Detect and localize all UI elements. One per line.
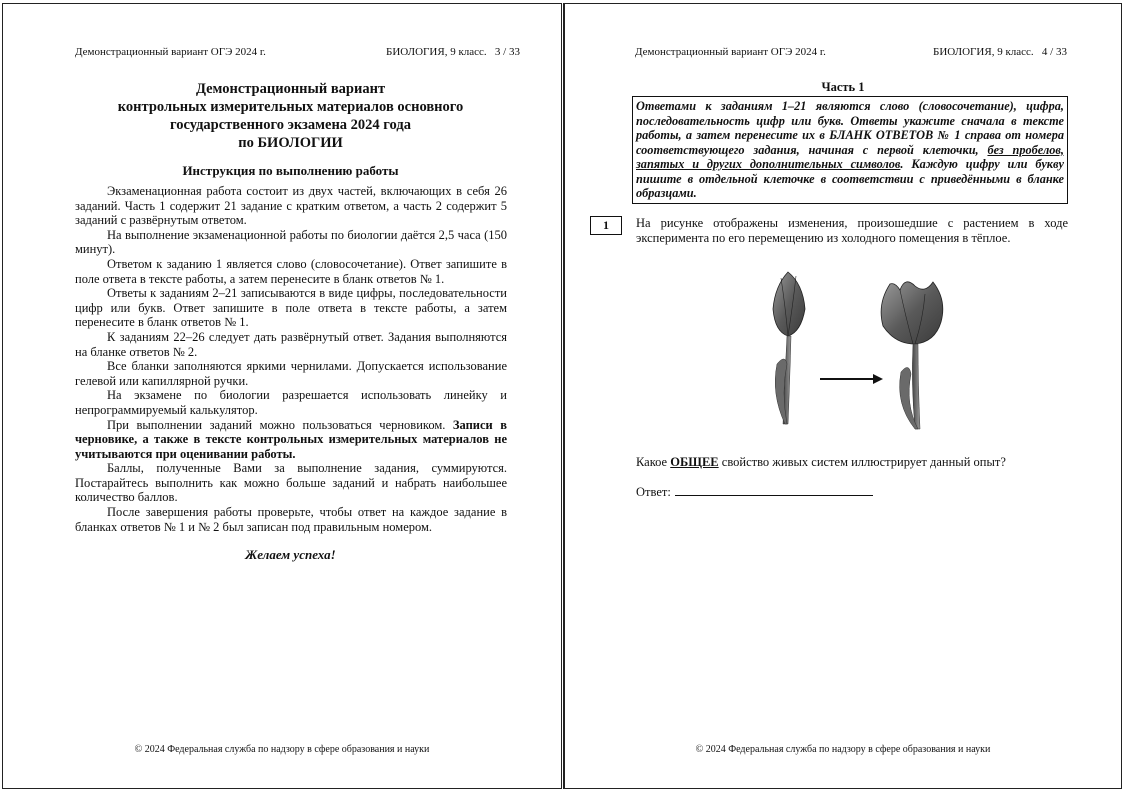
wish-text: Желаем успеха! (245, 547, 336, 562)
title-line: государственного экзамена 2024 года (170, 117, 411, 133)
paragraph: Баллы, полученные Вами за выполнение задания, суммируются. Постарайтесь выполнить как можно больше заданий и набрать наибольшее количество баллов. (75, 461, 507, 505)
closed-tulip (773, 272, 805, 424)
left-page (2, 3, 562, 789)
box-text: Ответами к заданиям 1–21 являются слово (словосочетание), цифра, последовательность цифр или букв. Ответы укажите сначала в тексте работы, а затем перенесите их в БЛАНК ОТВЕТОВ № 1 справа от номера соответствующего задания, начиная с первой клеточки, (636, 99, 1064, 157)
instruction-heading: Инструкция по выполнению работы (182, 163, 399, 178)
header-right: БИОЛОГИЯ, 9 класс. 3 / 33 (386, 46, 520, 58)
document-title (63, 80, 518, 152)
instruction-body (75, 184, 507, 534)
paragraph: Ответы к заданиям 2–21 записываются в виде цифры, последовательности цифр или букв. Ответ запишите в поле ответа в тексте работы, а затем перенесите в бланк ответов № 1. (75, 286, 507, 330)
draft-text: При выполнении заданий можно пользоваться черновиком. (107, 417, 453, 432)
header-right: БИОЛОГИЯ, 9 класс. 4 / 33 (933, 46, 1067, 58)
question-prompt (636, 455, 1006, 470)
arrow-icon (820, 374, 883, 384)
answer-field (636, 485, 873, 500)
tulip-illustration (755, 264, 955, 434)
header-left: Демонстрационный вариант ОГЭ 2024 г. (635, 46, 826, 58)
answer-label: Ответ: (636, 485, 671, 499)
title-line: контрольных измерительных материалов основного (117, 99, 464, 115)
tulip-figure (755, 264, 955, 434)
draft-bold: Записи в черновике, а также в тексте контрольных измерительных материалов не учитываются при оценивании работы. (75, 417, 508, 461)
answer-line[interactable] (675, 485, 873, 496)
paragraph: Экзаменационная работа состоит из двух частей, включающих в себя 26 заданий. Часть 1 содержит 21 задание с кратким ответом, а часть 2 содержит 5 заданий с развёрнутым ответом. (75, 184, 507, 228)
paragraph-draft (75, 418, 507, 462)
question-number: 1 (590, 216, 622, 235)
open-tulip (881, 282, 943, 429)
part-title: Часть 1 (821, 80, 865, 94)
paragraph: Все бланки заполняются яркими чернилами. Допускается использование гелевой или капиллярной ручки. (75, 359, 507, 388)
right-page (563, 3, 1122, 789)
question-keyword: ОБЩЕЕ (670, 455, 719, 469)
title-line: Демонстрационный вариант (195, 81, 386, 97)
footer: © 2024 Федеральная служба по надзору в сфере образования и науки (134, 744, 430, 755)
instructions-box (632, 96, 1068, 204)
box-text: . Каждую цифру или букву пишите в отдельной клеточке в соответствии с приведёнными в бланке образцами. (636, 157, 1064, 200)
title-line: по БИОЛОГИИ (238, 135, 343, 151)
footer: © 2024 Федеральная служба по надзору в сфере образования и науки (695, 744, 991, 755)
question-text: На рисунке отображены изменения, произошедшие с растением в ходе эксперимента по его перемещению из холодного помещения в тёплое. (636, 216, 1068, 245)
header-left: Демонстрационный вариант ОГЭ 2024 г. (75, 46, 266, 58)
paragraph: К заданиям 22–26 следует дать развёрнутый ответ. Задания выполняются на бланке ответов № 2. (75, 329, 507, 359)
paragraph: Ответом к заданию 1 является слово (словосочетание). Ответ запишите в поле ответа в тексте работы, а затем перенесите в бланк ответов № 1. (75, 256, 507, 286)
paragraph: На выполнение экзаменационной работы по биологии даётся 2,5 часа (150 минут). (75, 227, 507, 257)
box-text-underlined: без пробелов, запятых и других дополнительных символов (636, 142, 1064, 171)
question-suffix: свойство живых систем иллюстрирует данный опыт? (718, 455, 1006, 469)
question-prefix: Какое (636, 455, 671, 469)
paragraph: На экзамене по биологии разрешается использовать линейку и непрограммируемый калькулятор. (75, 388, 507, 417)
paragraph: После завершения работы проверьте, чтобы ответ на каждое задание в бланках ответов № 1 и № 2 был записан под правильным номером. (75, 505, 507, 534)
